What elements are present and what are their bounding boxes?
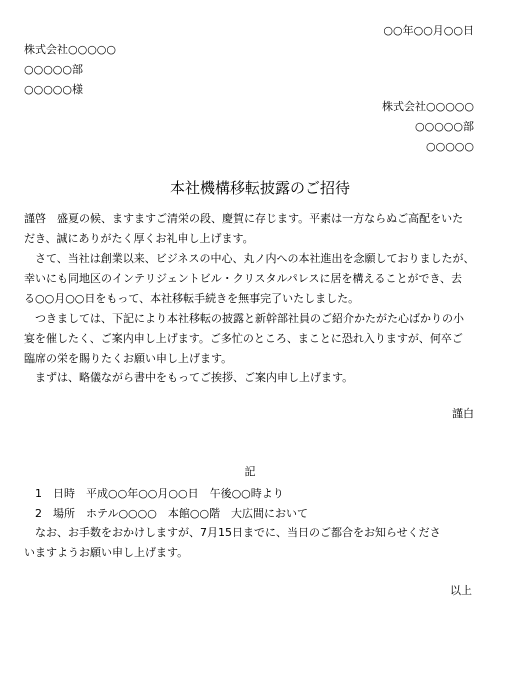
sender-company: 株式会社○○○○○ (382, 100, 474, 113)
body-line: まずは、略儀ながら書中をもってご挨拶、ご案内申し上げます。 (24, 371, 354, 384)
body-line: 幸いにも同地区のインテリジェントビル・クリスタルパレスに居を構えることができ、去 (24, 272, 463, 285)
note-line: なお、お手数をおかけしますが、7月15日までに、当日のご都合をお知らせくださ (24, 526, 441, 539)
ki-heading: 記 (244, 465, 256, 478)
body-line: つきましては、下記により本社移転の披露と新幹部社員のご紹介かたがた心ばかりの小 (24, 312, 464, 325)
sender-name: ○○○○○ (426, 140, 474, 153)
body-line: る○○月○○日をもって、本社移転手続きを無事完了いたしました。 (24, 292, 360, 305)
recipient-company: 株式会社○○○○○ (24, 43, 116, 56)
ending-word: 以上 (450, 584, 472, 597)
item-datetime: 1 日時 平成○○年○○月○○日 午後○○時より (24, 487, 284, 500)
body-line: 謹啓 盛夏の候、ますますご清栄の段、慶賀に存じます。平素は一方ならぬご高配をいた (24, 212, 464, 225)
recipient-department: ○○○○○部 (24, 63, 83, 76)
recipient-name: ○○○○○様 (24, 83, 83, 96)
letter-title: 本社機構移転披露のご招待 (169, 179, 350, 197)
note-line: いますようお願い申し上げます。 (24, 546, 189, 559)
body-line: 臨席の栄を賜りたくお願い申し上げます。 (24, 352, 233, 365)
letter-date: ○○年○○月○○日 (383, 24, 474, 37)
body-line: さて、当社は創業以来、ビジネスの中心、丸ノ内への本社進出を念願しておりましたが、 (24, 252, 475, 265)
sender-department: ○○○○○部 (415, 120, 474, 133)
body-line: だき、誠にありがたく厚くお礼申し上げます。 (24, 232, 254, 245)
closing-word: 謹白 (452, 407, 474, 420)
body-line: 宴を催したく、ご案内申し上げます。ご多忙のところ、まことに恐れ入りますが、何卒ご (24, 332, 463, 345)
item-location: 2 場所 ホテル○○○○ 本館○○階 大広間において (24, 507, 309, 520)
